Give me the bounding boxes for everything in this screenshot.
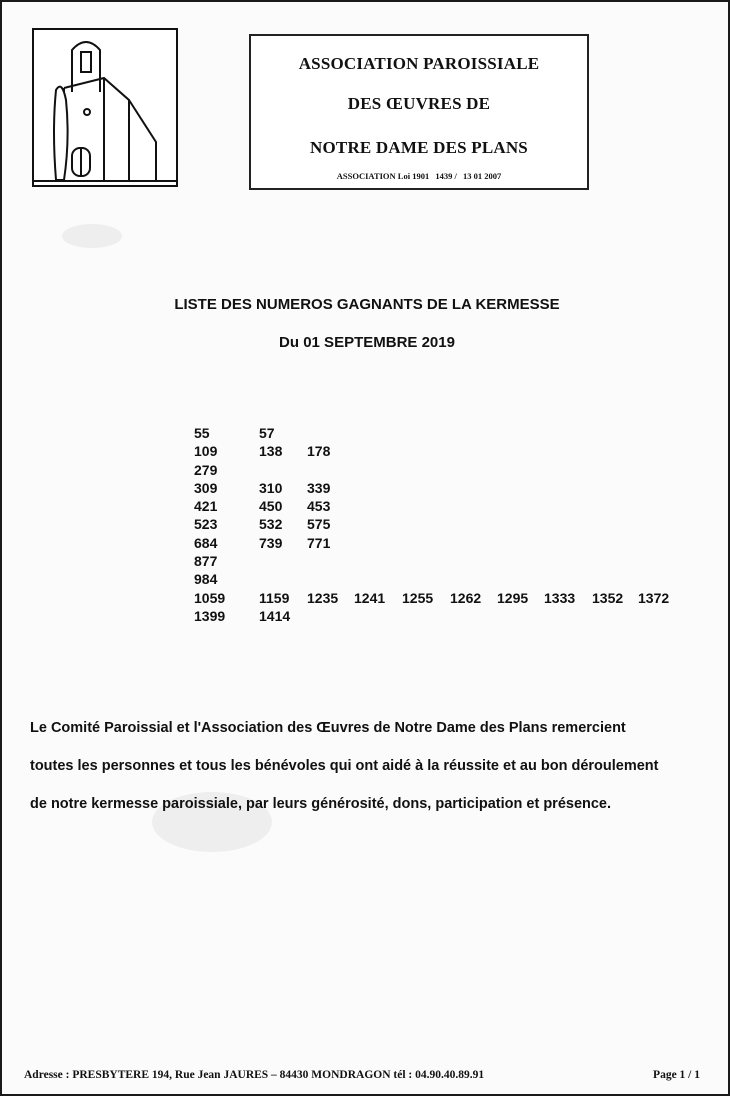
thanks-line-3: de notre kermesse paroissiale, par leurs générosité, dons, participation et présence. — [30, 796, 612, 812]
winning-number: 57 — [259, 425, 275, 441]
winning-number: 339 — [307, 479, 331, 496]
paper-stain — [62, 224, 122, 248]
association-title-box — [249, 34, 589, 190]
winning-number: 310 — [259, 479, 283, 496]
winning-number: 138 — [259, 443, 283, 460]
winning-number: 877 — [194, 553, 218, 570]
registration-date: 13 01 2007 — [462, 171, 502, 181]
winning-number: 1333 — [544, 589, 576, 606]
winning-number: 421 — [194, 498, 218, 515]
winning-number: 109 — [194, 443, 218, 460]
winning-number: 575 — [307, 516, 331, 533]
winning-number: 1255 — [402, 589, 434, 606]
winning-number: 1295 — [497, 589, 529, 606]
thanks-line-1: Le Comité Paroissial et l'Association des Œuvres de Notre Dame des Plans remercient — [30, 720, 626, 736]
winning-number: 178 — [307, 443, 331, 460]
winning-number: 1159 — [259, 589, 290, 606]
winning-number: 450 — [259, 498, 283, 515]
association-title-line-2: DES ŒUVRES DE — [347, 94, 491, 113]
winning-number: 55 — [194, 425, 210, 441]
winning-number: 1059 — [194, 589, 226, 606]
winning-number: 1414 — [259, 607, 291, 624]
winning-number: 1235 — [307, 589, 339, 606]
association-registration — [251, 171, 587, 181]
registration-number: 1439 / — [435, 171, 457, 181]
footer-address: Adresse : PRESBYTERE 194, Rue Jean JAURES – 84430 MONDRAGON tél : 04.90.40.89.91 — [24, 1069, 485, 1081]
winning-number: 984 — [194, 571, 218, 588]
winning-number: 309 — [194, 479, 218, 496]
winning-number: 684 — [194, 534, 218, 551]
winning-number: 523 — [194, 516, 218, 533]
page-number: Page 1 / 1 — [653, 1069, 700, 1081]
winning-number: 1262 — [450, 589, 482, 606]
registration-law: ASSOCIATION Loi 1901 — [336, 171, 430, 181]
list-heading: LISTE DES NUMEROS GAGNANTS DE LA KERMESSE — [174, 296, 560, 313]
winning-number: 771 — [307, 534, 331, 551]
winning-number: 1352 — [592, 589, 624, 606]
association-title-line-3: NOTRE DAME DES PLANS — [310, 138, 528, 157]
thanks-paragraph — [30, 720, 720, 834]
winning-number: 1372 — [638, 589, 670, 606]
church-drawing — [34, 30, 176, 185]
winning-number: 532 — [259, 516, 283, 533]
church-logo — [32, 28, 178, 187]
winning-number: 1241 — [354, 589, 386, 606]
association-title-line-1: ASSOCIATION PAROISSIALE — [298, 54, 540, 73]
winning-number: 279 — [194, 461, 218, 478]
winning-number: 739 — [259, 534, 283, 551]
thanks-line-2: toutes les personnes et tous les bénévoles qui ont aidé à la réussite et au bon déroulement — [30, 758, 659, 774]
event-date: Du 01 SEPTEMBRE 2019 — [279, 334, 455, 351]
winning-number: 1399 — [194, 607, 226, 624]
footer — [24, 1069, 702, 1081]
winning-number: 453 — [307, 498, 331, 515]
